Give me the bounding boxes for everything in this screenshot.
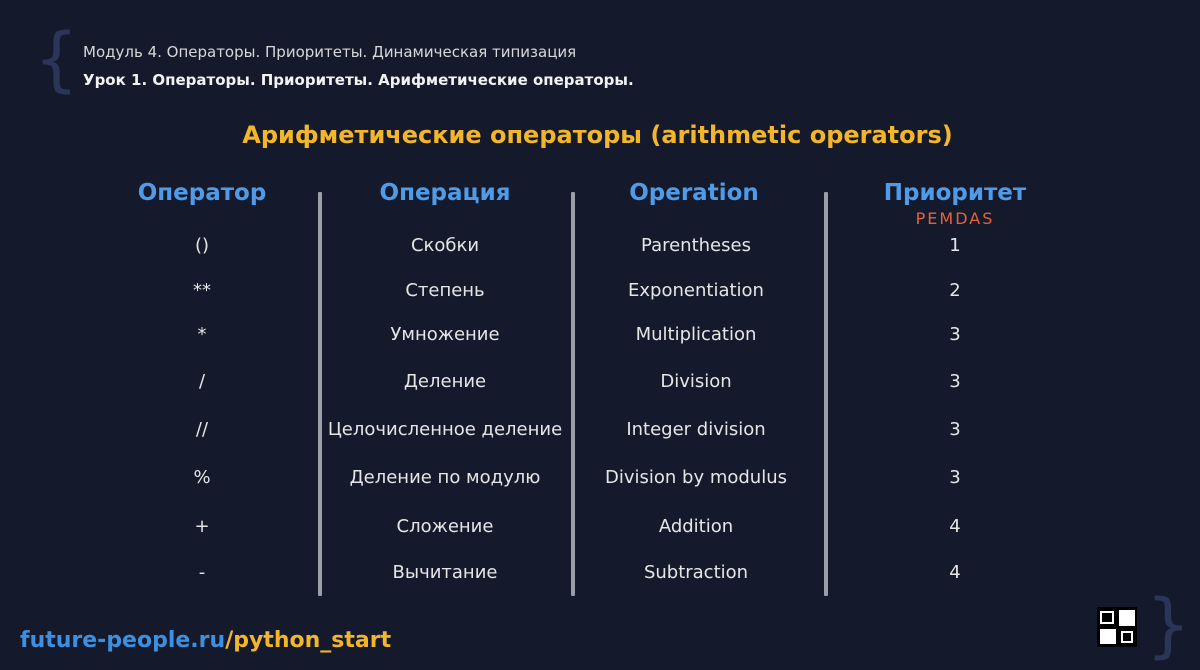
table-cell-operation-ru: Вычитание (392, 562, 498, 583)
table-cell-operator: // (195, 419, 209, 440)
column-header-operation-ru: Операция (379, 180, 511, 206)
lesson-title: Урок 1. Операторы. Приоритеты. Арифметические операторы. (83, 71, 634, 89)
table-cell-operation-en: Division by modulus (604, 467, 787, 488)
table-cell-operation-en: Multiplication (635, 324, 757, 345)
column-header-operator: Оператор (137, 180, 267, 206)
four-square-logo-icon (1097, 607, 1137, 647)
table-cell-operation-ru: Деление по модулю (349, 467, 541, 488)
table-cell-operation-en: Addition (658, 516, 734, 537)
footer-path: /python_start (225, 628, 392, 653)
table-cell-operator: + (194, 516, 210, 537)
table-cell-operation-en: Exponentiation (628, 280, 764, 301)
table-cell-priority: 4 (949, 562, 961, 583)
table-cell-operation-en: Integer division (626, 419, 766, 440)
table-cell-operator: ** (193, 280, 211, 301)
table-cell-priority: 3 (949, 467, 961, 488)
module-title: Модуль 4. Операторы. Приоритеты. Динамическая типизация (83, 43, 577, 61)
table-cell-operation-en: Parentheses (641, 235, 751, 256)
table-cell-operator: * (197, 324, 207, 345)
table-cell-priority: 3 (949, 419, 961, 440)
table-cell-operator: - (198, 562, 206, 583)
table-cell-operation-ru: Целочисленное деление (327, 419, 563, 440)
table-cell-operation-ru: Степень (405, 280, 485, 301)
table-cell-operation-ru: Деление (403, 371, 487, 392)
table-cell-operation-ru: Умножение (390, 324, 500, 345)
table-cell-priority: 3 (949, 324, 961, 345)
table-cell-operation-ru: Сложение (396, 516, 494, 537)
column-header-priority: Приоритет (883, 180, 1027, 206)
table-cell-operation-ru: Скобки (410, 235, 480, 256)
column-divider (824, 192, 828, 596)
table-cell-operator: % (193, 467, 211, 488)
footer-course-link[interactable] (20, 628, 391, 653)
left-brace-decoration: { (34, 18, 79, 100)
table-cell-priority: 4 (949, 516, 961, 537)
footer-domain: future-people.ru (20, 628, 226, 653)
table-cell-operation-en: Division (660, 371, 732, 392)
table-cell-priority: 3 (949, 371, 961, 392)
slide-title: Арифметические операторы (arithmetic operators) (242, 121, 953, 149)
table-cell-operator: () (194, 235, 210, 256)
table-cell-operation-en: Subtraction (643, 562, 749, 583)
column-header-operation-en: Operation (629, 180, 759, 206)
table-cell-priority: 1 (949, 235, 961, 256)
table-cell-priority: 2 (949, 280, 961, 301)
right-brace-decoration: } (1146, 584, 1191, 666)
column-subheader-pemdas: PEMDAS (915, 209, 995, 228)
table-cell-operator: / (198, 371, 206, 392)
